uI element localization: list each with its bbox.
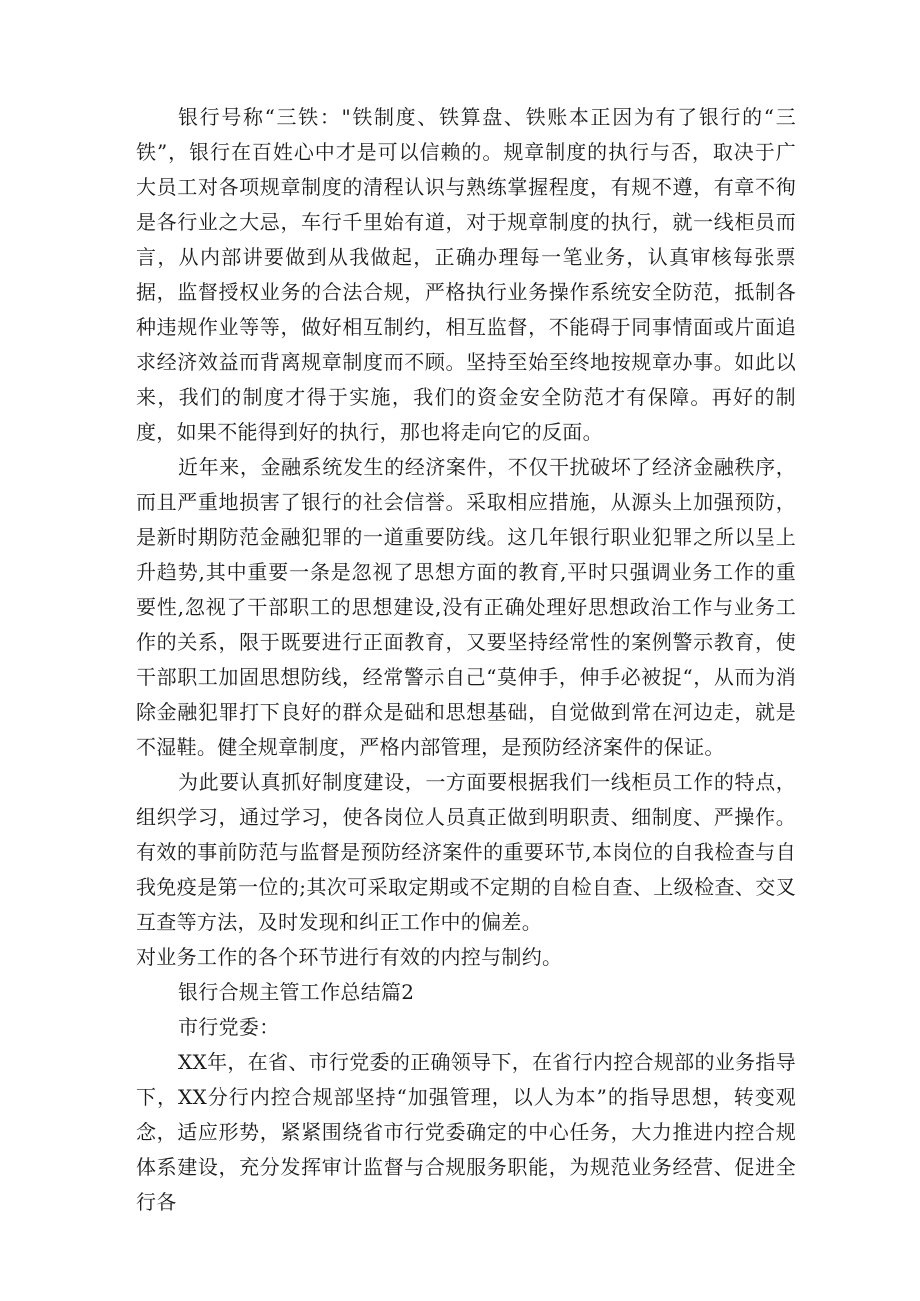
paragraph-system-building: 为此要认真抓好制度建设，一方面要根据我们一线柜员工作的特点，组织学习，通过学习，使各岗位人员真正做到明职责、细制度、严操作。有效的事前防范与监督是预防经济案件的重要环节,本岗位的自我检查与自我免疫是第一位的;其次可采取定期或不定期的自检自查、上级检查、交叉互查等方法，及时发现和纠正工作中的偏差。	[136, 770, 796, 934]
document-body	[136, 100, 796, 1220]
paragraph-annual-summary: XX年，在省、市行党委的正确领导下，在省行内控合规部的业务指导下，XX分行内控合规部坚持“加强管理，以人为本”的指导思想，转变观念，适应形势，紧紧围绕省市行党委确定的中心任务，大力推进内控合规体系建设，充分发挥审计监督与合规服务职能，为规范业务经营、促进全行各	[136, 1050, 796, 1214]
section-title: 银行合规主管工作总结篇2	[178, 980, 415, 1004]
salutation: 市行党委：	[178, 1015, 280, 1039]
paragraph-three-iron-rules: 银行号称“三铁："铁制度、铁算盘、铁账本正因为有了银行的“三铁”，银行在百姓心中才是可以信赖的。规章制度的执行与否，取决于广大员工对各项规章制度的清程认识与熟练掌握程度，有规不遵，有章不徇是各行业之大忌，车行千里始有道，对于规章制度的执行，就一线柜员而言，从内部讲要做到从我做起，正确办理每一笔业务，认真审核每张票据，监督授权业务的合法合规，严格执行业务操作系统安全防范，抵制各种违规作业等等，做好相互制约，相互监督，不能碍于同事情面或片面追求经济效益而背离规章制度而不顾。坚持至始至终地按规章办事。如此以来，我们的制度才得于实施，我们的资金安全防范才有保障。再好的制度，如果不能得到好的执行，那也将走向它的反面。	[136, 105, 796, 444]
paragraph-internal-control: 对业务工作的各个环节进行有效的内控与制约。	[136, 945, 563, 969]
paragraph-economic-cases: 近年来，金融系统发生的经济案件，不仅干扰破坏了经济金融秩序，而且严重地损害了银行的社会信誉。采取相应措施，从源头上加强预防，是新时期防范金融犯罪的一道重要防线。这几年银行职业犯罪之所以呈上升趋势,其中重要一条是忽视了思想方面的教育,平时只强调业务工作的重要性,忽视了干部职工的思想建设,没有正确处理好思想政治工作与业务工作的关系，限于既要进行正面教育，又要坚持经常性的案例警示教育，使干部职工加固思想防线，经常警示自己“莫伸手，伸手必被捉“，从而为消除金融犯罪打下良好的群众是础和思想基础，自觉做到常在河边走，就是不湿鞋。健全规章制度，严格内部管理，是预防经济案件的保证。	[136, 455, 796, 759]
